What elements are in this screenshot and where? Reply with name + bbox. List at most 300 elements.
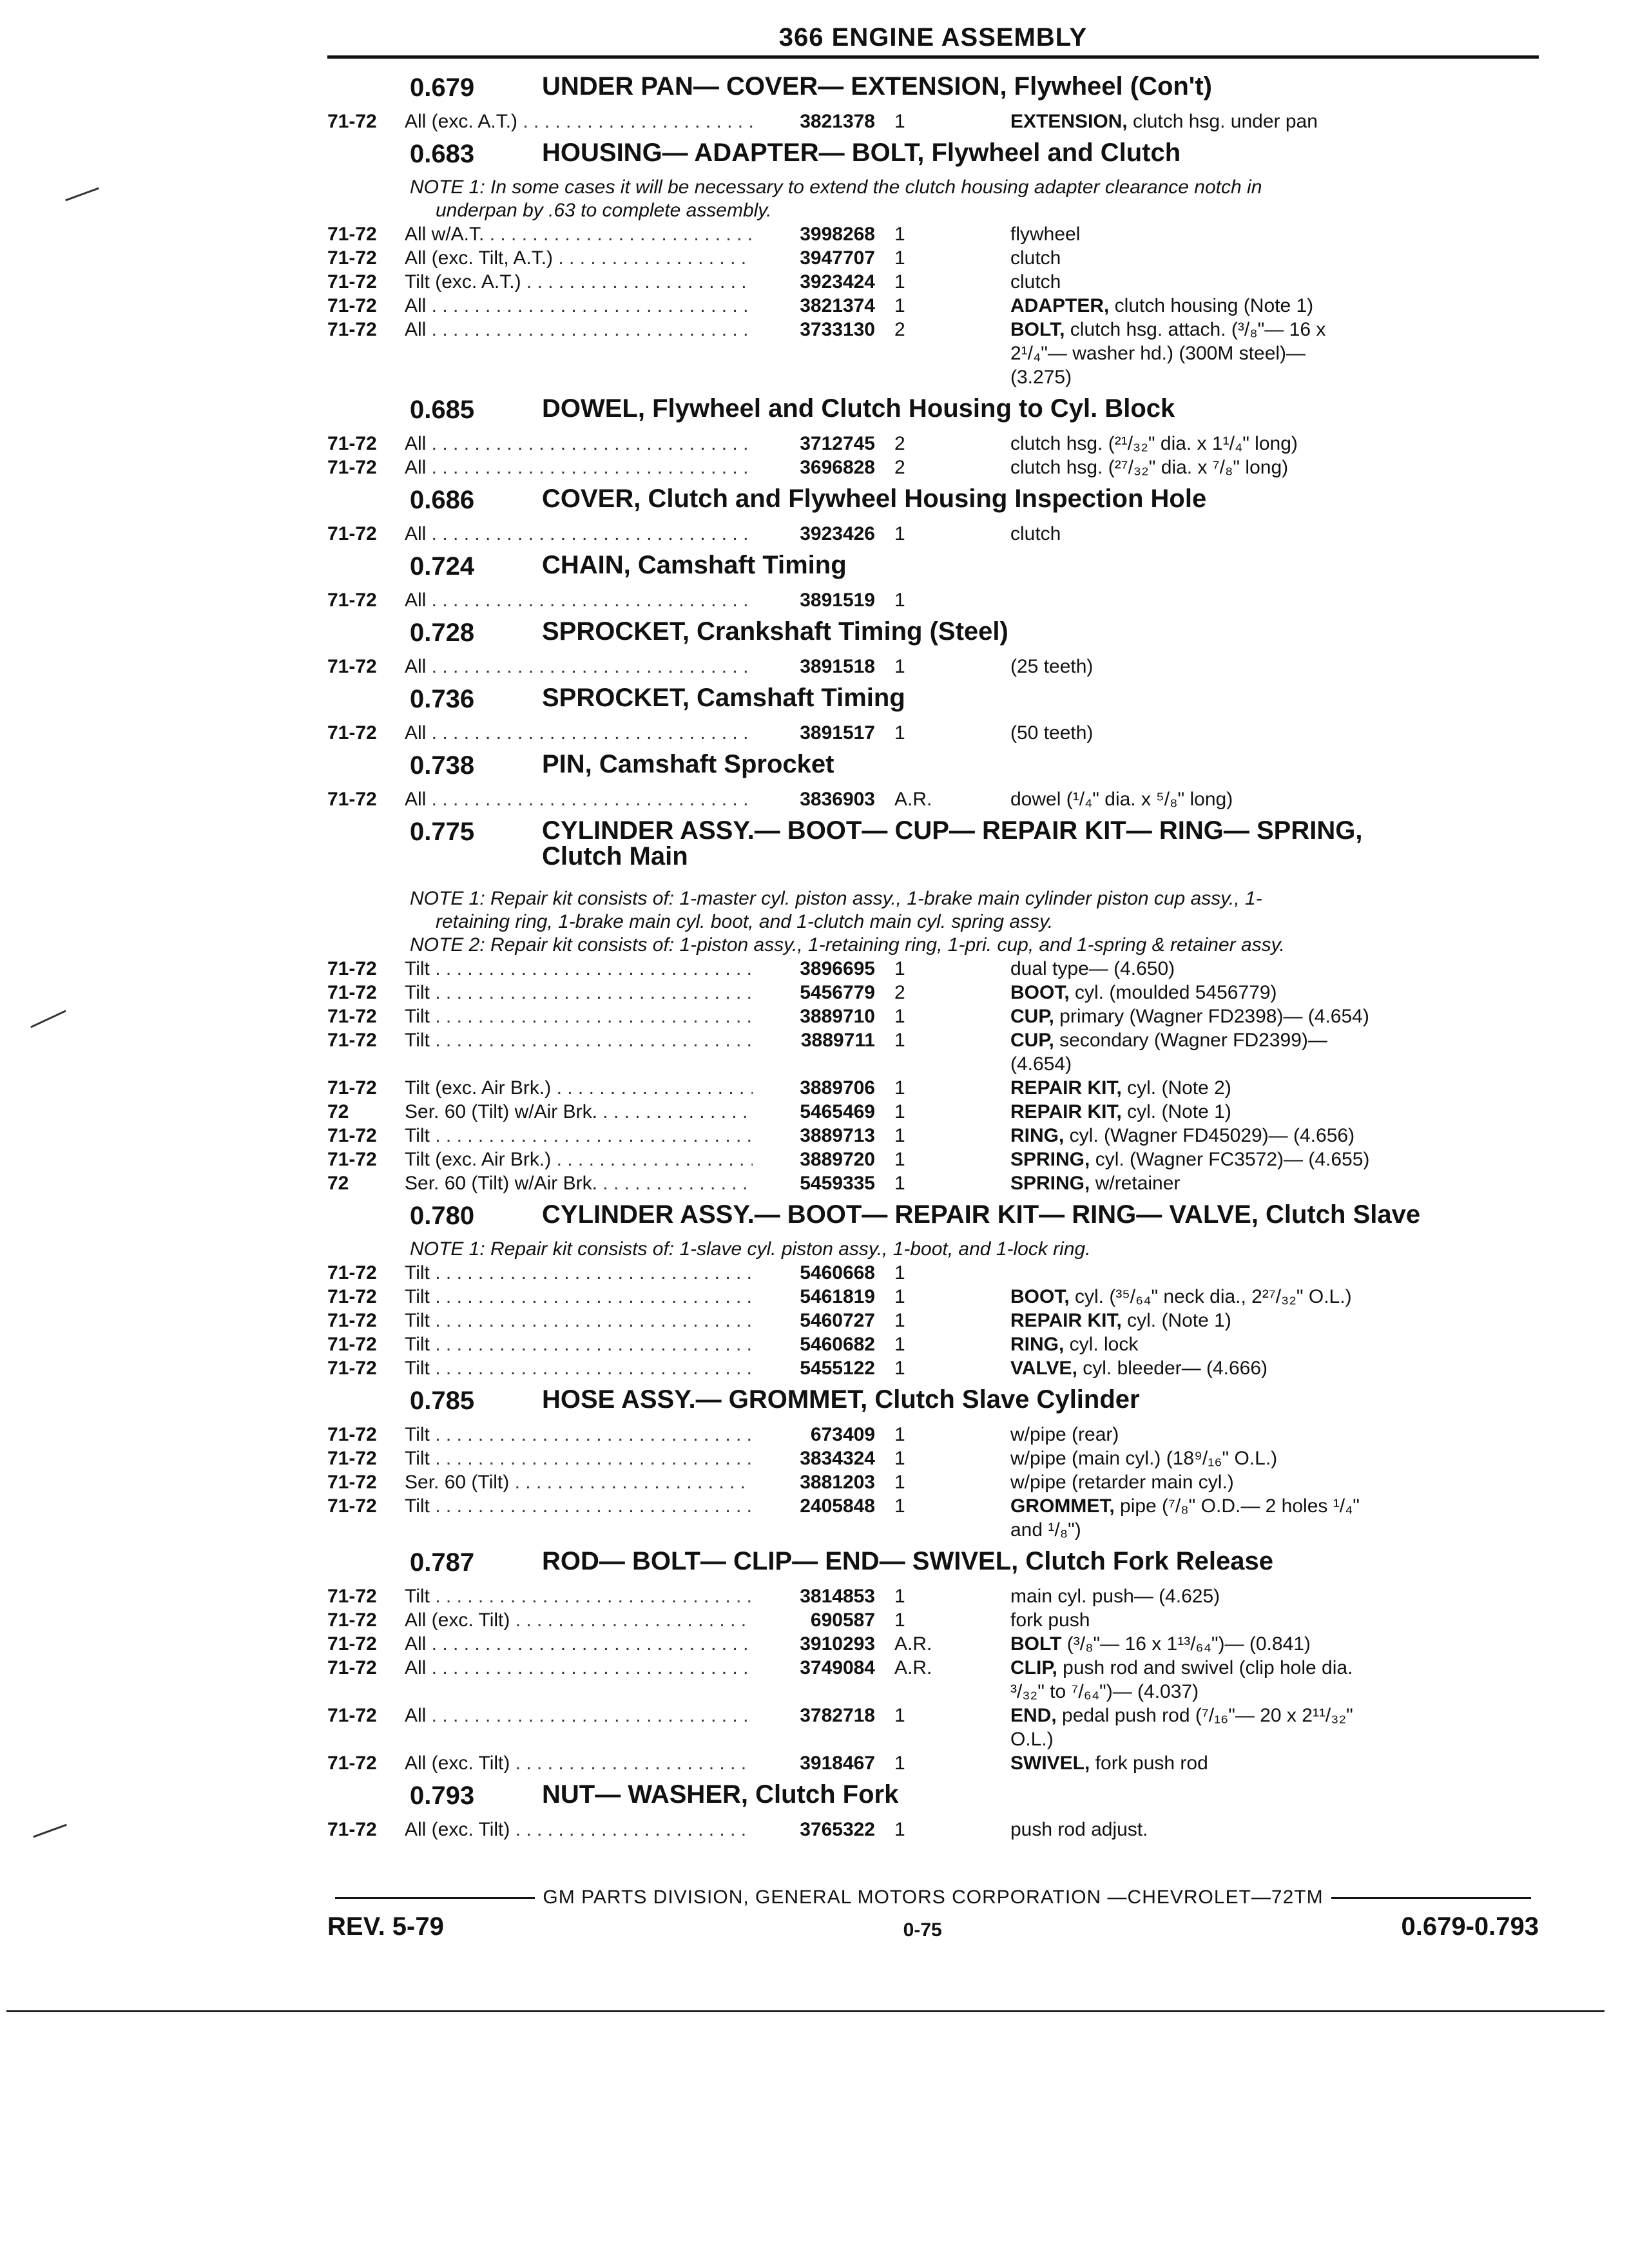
section-number: 0.679	[410, 73, 475, 102]
description-text: cyl. lock	[1064, 1334, 1139, 1355]
description-text: fork push	[1010, 1610, 1090, 1631]
table-row	[327, 432, 1539, 456]
quantity: 1	[894, 1286, 905, 1307]
model-application: Ser. 60 (Tilt) w/Air Brk. . . .	[405, 1100, 753, 1124]
part-description	[1010, 1261, 1474, 1285]
section-heading	[327, 1542, 1539, 1584]
part-number: 5460727	[800, 1310, 875, 1331]
table-row	[327, 1285, 1539, 1309]
footer-rule-left	[335, 1897, 535, 1899]
table-row	[327, 246, 1539, 270]
model-year: 71-72	[327, 590, 377, 611]
description-text: pedal push rod (⁷/₁₆"— 20 x 2¹¹/₃₂" O.L.)	[1010, 1705, 1353, 1750]
quantity: 1	[894, 1334, 905, 1355]
table-row	[327, 1608, 1539, 1632]
description-keyword: CUP,	[1010, 1006, 1054, 1027]
model-application: All (exc. Tilt) . . .	[405, 1608, 753, 1632]
description-text: primary (Wagner FD2398)— (4.654)	[1054, 1006, 1369, 1027]
note-line: NOTE 1: In some cases it will be necessary to extend the clutch housing adapter clearance notch in	[410, 177, 1262, 198]
model-year: 71-72	[327, 247, 377, 269]
quantity: 1	[894, 656, 905, 677]
model-year: 71-72	[327, 1633, 377, 1655]
model-application: All . . .	[405, 318, 753, 389]
section-heading	[327, 479, 1539, 522]
model-application: All . . .	[405, 432, 753, 456]
section-title: NUT— WASHER, Clutch Fork	[542, 1780, 899, 1809]
model-year: 71-72	[327, 1657, 377, 1678]
parts-section	[327, 67, 1539, 133]
part-description	[1010, 294, 1474, 318]
section-heading	[327, 389, 1539, 432]
model-application: Tilt (exc. Air Brk.) . . .	[405, 1148, 753, 1171]
section-title: HOUSING— ADAPTER— BOLT, Flywheel and Clutch	[542, 139, 1181, 167]
section-title: PIN, Camshaft Sprocket	[542, 750, 834, 778]
model-year: 71-72	[327, 1286, 377, 1307]
table-row	[327, 957, 1539, 981]
model-application: All (exc. Tilt, A.T.) . . .	[405, 246, 753, 270]
model-year: 71-72	[327, 1149, 377, 1170]
table-row	[327, 1656, 1539, 1704]
section-title: CHAIN, Camshaft Timing	[542, 551, 847, 579]
section-title: ROD— BOLT— CLIP— END— SWIVEL, Clutch Fork Release	[542, 1547, 1273, 1575]
model-application: All . . .	[405, 1704, 753, 1751]
quantity: A.R.	[894, 789, 932, 810]
model-application: Tilt . . .	[405, 1584, 753, 1608]
description-text: cyl. (Note 1)	[1121, 1310, 1231, 1331]
parts-section	[327, 612, 1539, 678]
quantity: 1	[894, 1006, 905, 1027]
model-application: All . . .	[405, 1632, 753, 1656]
model-application: All . . .	[405, 1656, 753, 1704]
part-number: 5455122	[800, 1358, 875, 1379]
model-year: 71-72	[327, 1030, 377, 1051]
part-number: 5460682	[800, 1334, 875, 1355]
part-description	[1010, 1076, 1474, 1100]
quantity: 1	[894, 1262, 905, 1283]
model-application: All . . .	[405, 787, 753, 811]
description-keyword: SPRING,	[1010, 1149, 1090, 1170]
part-description	[1010, 456, 1474, 479]
model-application: Tilt . . .	[405, 1446, 753, 1470]
section-heading	[327, 1380, 1539, 1423]
part-number: 3889720	[800, 1149, 875, 1170]
part-description	[1010, 1028, 1474, 1076]
section-number: 0.736	[410, 685, 475, 713]
quantity: 1	[894, 1030, 905, 1051]
model-year: 71-72	[327, 1077, 377, 1099]
table-row	[327, 1148, 1539, 1171]
table-row	[327, 110, 1539, 133]
parts-section	[327, 546, 1539, 612]
model-application: All . . .	[405, 588, 753, 612]
part-description	[1010, 432, 1474, 456]
section-number: 0.685	[410, 396, 475, 424]
part-description	[1010, 1356, 1474, 1380]
scan-mark	[65, 187, 99, 202]
part-description	[1010, 1818, 1474, 1841]
model-application: Tilt (exc. Air Brk.) . . .	[405, 1076, 753, 1100]
part-description	[1010, 655, 1474, 678]
parts-section	[327, 1542, 1539, 1775]
part-description	[1010, 1148, 1474, 1171]
table-row	[327, 1704, 1539, 1751]
table-row	[327, 655, 1539, 678]
quantity: 1	[894, 1705, 905, 1726]
model-year: 71-72	[327, 433, 377, 454]
table-row	[327, 1751, 1539, 1775]
model-year: 71-72	[327, 1125, 377, 1146]
part-number: 673409	[810, 1424, 875, 1445]
model-year: 71-72	[327, 271, 377, 293]
part-description	[1010, 1285, 1474, 1309]
table-row	[327, 1171, 1539, 1195]
section-title: SPROCKET, Crankshaft Timing (Steel)	[542, 617, 1008, 646]
model-application: Ser. 60 (Tilt) . . .	[405, 1470, 753, 1494]
section-number: 0.780	[410, 1202, 475, 1230]
part-description	[1010, 1309, 1474, 1332]
part-number: 3696828	[800, 457, 875, 478]
part-number: 3896695	[800, 958, 875, 979]
description-keyword: BOLT	[1010, 1633, 1062, 1655]
part-number: 3821374	[800, 295, 875, 316]
section-note	[327, 176, 1505, 222]
table-row	[327, 294, 1539, 318]
page-number: 0-75	[903, 1919, 942, 1941]
model-year: 71-72	[327, 1819, 377, 1840]
note-line: NOTE 1: Repair kit consists of: 1-master cyl. piston assy., 1-brake main cylinder piston cup assy., 1-	[410, 888, 1262, 909]
description-text: clutch	[1010, 271, 1061, 293]
parts-section	[327, 678, 1539, 745]
section-title: UNDER PAN— COVER— EXTENSION, Flywheel (Con't)	[542, 72, 1212, 101]
quantity: 2	[894, 433, 905, 454]
model-application: Tilt . . .	[405, 1285, 753, 1309]
description-text: cyl. (Note 2)	[1121, 1077, 1231, 1099]
note-line: underpan by .63 to complete assembly.	[436, 200, 772, 221]
description-text: cyl. (moulded 5456779)	[1069, 982, 1277, 1003]
description-keyword: VALVE,	[1010, 1358, 1077, 1379]
description-text: (50 teeth)	[1010, 722, 1094, 744]
description-keyword: BOOT,	[1010, 982, 1070, 1003]
section-title: HOSE ASSY.— GROMMET, Clutch Slave Cylinder	[542, 1385, 1140, 1414]
description-text: cyl. (Wagner FC3572)— (4.655)	[1090, 1149, 1370, 1170]
table-row	[327, 1261, 1539, 1285]
description-text: clutch	[1010, 523, 1061, 544]
part-description	[1010, 1584, 1474, 1608]
model-application: Tilt (exc. A.T.) . . .	[405, 270, 753, 294]
quantity: 1	[894, 111, 905, 132]
description-keyword: RING,	[1010, 1334, 1065, 1355]
part-description	[1010, 110, 1474, 133]
description-text: clutch housing (Note 1)	[1109, 295, 1314, 316]
model-application: Tilt . . .	[405, 1261, 753, 1285]
part-description	[1010, 1171, 1474, 1195]
description-text: (³/₈"— 16 x 1¹³/₆₄")— (0.841)	[1061, 1633, 1311, 1655]
part-number: 3891519	[800, 590, 875, 611]
description-keyword: SPRING,	[1010, 1173, 1090, 1194]
table-row	[327, 721, 1539, 745]
description-text: clutch hsg. attach. (³/₈"— 16 x 2¹/₄"— washer hd.) (300M steel)— (3.275)	[1010, 319, 1326, 388]
footer-division: GM PARTS DIVISION, GENERAL MOTORS CORPORATION —CHEVROLET—72TM	[543, 1887, 1324, 1908]
section-title: DOWEL, Flywheel and Clutch Housing to Cyl. Block	[542, 394, 1175, 423]
section-number: 0.686	[410, 486, 475, 514]
table-row	[327, 222, 1539, 246]
section-title: COVER, Clutch and Flywheel Housing Inspection Hole	[542, 485, 1207, 513]
quantity: 1	[894, 271, 905, 293]
section-range: 0.679-0.793	[1401, 1912, 1539, 1941]
model-year: 71-72	[327, 958, 377, 979]
part-number: 3889710	[800, 1006, 875, 1027]
description-keyword: END,	[1010, 1705, 1057, 1726]
part-description	[1010, 721, 1474, 745]
section-heading	[327, 678, 1539, 721]
model-application: All (exc. Tilt) . . .	[405, 1751, 753, 1775]
part-description	[1010, 270, 1474, 294]
description-keyword: BOLT,	[1010, 319, 1065, 340]
section-number: 0.728	[410, 619, 475, 647]
description-keyword: BOOT,	[1010, 1286, 1070, 1307]
quantity: 2	[894, 319, 905, 340]
section-note	[327, 1238, 1505, 1261]
part-description	[1010, 246, 1474, 270]
table-row	[327, 1332, 1539, 1356]
table-row	[327, 1470, 1539, 1494]
quantity: 2	[894, 457, 905, 478]
quantity: 1	[894, 247, 905, 269]
table-row	[327, 1584, 1539, 1608]
note-line: retaining ring, 1-brake main cyl. boot, and 1-clutch main cyl. spring assy.	[436, 911, 1054, 932]
part-number: 5460668	[800, 1262, 875, 1283]
part-description	[1010, 1446, 1474, 1470]
part-description	[1010, 1751, 1474, 1775]
model-application: Tilt . . .	[405, 1494, 753, 1542]
section-number: 0.793	[410, 1782, 475, 1810]
part-number: 3889706	[800, 1077, 875, 1099]
part-number: 3910293	[800, 1633, 875, 1655]
description-text: dual type— (4.650)	[1010, 958, 1175, 979]
quantity: 1	[894, 1125, 905, 1146]
model-year: 71-72	[327, 1753, 377, 1774]
model-application: Tilt . . .	[405, 1423, 753, 1446]
model-application: Tilt . . .	[405, 1028, 753, 1076]
part-number: 2405848	[800, 1495, 875, 1517]
quantity: A.R.	[894, 1633, 932, 1655]
part-number: 3782718	[800, 1705, 875, 1726]
part-description	[1010, 1100, 1474, 1124]
quantity: 1	[894, 1753, 905, 1774]
description-keyword: ADAPTER,	[1010, 295, 1110, 316]
description-text: push rod and swivel (clip hole dia. ³/₃₂" to ⁷/₆₄")— (4.037)	[1010, 1657, 1353, 1702]
revision-label: REV. 5-79	[327, 1912, 444, 1941]
description-text: clutch hsg. (²⁷/₃₂" dia. x ⁷/₈" long)	[1010, 457, 1289, 478]
section-number: 0.683	[410, 140, 475, 168]
quantity: 1	[894, 295, 905, 316]
part-description	[1010, 1004, 1474, 1028]
quantity: 1	[894, 1424, 905, 1445]
description-text: w/pipe (rear)	[1010, 1424, 1119, 1445]
page-title: 366 ENGINE ASSEMBLY	[778, 23, 1088, 52]
model-application: All . . .	[405, 522, 753, 546]
part-number: 3881203	[800, 1472, 875, 1493]
section-heading	[327, 745, 1539, 787]
section-title: CYLINDER ASSY.— BOOT— CUP— REPAIR KIT— RING— SPRING, Clutch Main	[542, 816, 1363, 870]
footer-division-line	[327, 1887, 1539, 1908]
part-number: 3889713	[800, 1125, 875, 1146]
description-keyword: REPAIR KIT,	[1010, 1077, 1122, 1099]
table-row	[327, 1494, 1539, 1542]
part-description	[1010, 1332, 1474, 1356]
section-heading	[327, 546, 1539, 588]
table-row	[327, 787, 1539, 811]
part-description	[1010, 787, 1474, 811]
part-description	[1010, 1656, 1474, 1704]
section-number: 0.785	[410, 1387, 475, 1415]
model-application: Tilt . . .	[405, 1332, 753, 1356]
part-number: 5459335	[800, 1173, 875, 1194]
part-description	[1010, 981, 1474, 1004]
part-number: 5465469	[800, 1101, 875, 1122]
table-row	[327, 588, 1539, 612]
parts-section	[327, 479, 1539, 546]
parts-section	[327, 1195, 1539, 1380]
header-rule	[327, 55, 1539, 59]
model-application: All . . .	[405, 456, 753, 479]
parts-section	[327, 1380, 1539, 1542]
part-number: 3923424	[800, 271, 875, 293]
quantity: 1	[894, 1448, 905, 1469]
section-heading	[327, 1195, 1539, 1238]
parts-section	[327, 811, 1539, 1195]
model-year: 71-72	[327, 1448, 377, 1469]
description-text: cyl. (³⁵/₆₄" neck dia., 2²⁷/₃₂" O.L.)	[1069, 1286, 1352, 1307]
section-number: 0.738	[410, 751, 475, 780]
part-number: 5461819	[800, 1286, 875, 1307]
table-row	[327, 1004, 1539, 1028]
description-text: fork push rod	[1090, 1753, 1208, 1774]
part-number: 3891517	[800, 722, 875, 744]
model-year: 71-72	[327, 1472, 377, 1493]
part-number: 3749084	[800, 1657, 875, 1678]
model-application: Tilt . . .	[405, 1309, 753, 1332]
model-year: 71-72	[327, 1424, 377, 1445]
part-description	[1010, 318, 1474, 389]
quantity: A.R.	[894, 1657, 932, 1678]
model-year: 72	[327, 1101, 349, 1122]
footer-bottom	[327, 1912, 1539, 1941]
part-number: 3814853	[800, 1586, 875, 1607]
parts-section	[327, 389, 1539, 479]
description-text: dowel (¹/₄" dia. x ⁵/₈" long)	[1010, 789, 1233, 810]
part-number: 3947707	[800, 247, 875, 269]
table-row	[327, 981, 1539, 1004]
table-row	[327, 1423, 1539, 1446]
description-keyword: SWIVEL,	[1010, 1753, 1090, 1774]
part-description	[1010, 588, 1474, 612]
model-application: All w/A.T. . . .	[405, 222, 753, 246]
part-number: 3923426	[800, 523, 875, 544]
model-application: All . . .	[405, 294, 753, 318]
model-application: All (exc. A.T.) . . .	[405, 110, 753, 133]
description-text: main cyl. push— (4.625)	[1010, 1586, 1220, 1607]
description-text: clutch	[1010, 247, 1061, 269]
table-row	[327, 1100, 1539, 1124]
note-line: NOTE 2: Repair kit consists of: 1-piston assy., 1-retaining ring, 1-pri. cup, and 1-spring & retainer assy.	[410, 934, 1285, 956]
scan-mark	[30, 1010, 66, 1028]
part-number: 3918467	[800, 1753, 875, 1774]
model-application: Tilt . . .	[405, 1004, 753, 1028]
description-keyword: RING,	[1010, 1125, 1065, 1146]
part-number: 3998268	[800, 224, 875, 245]
model-application: All . . .	[405, 655, 753, 678]
description-text: cyl. (Wagner FD45029)— (4.656)	[1064, 1125, 1355, 1146]
description-text: push rod adjust.	[1010, 1819, 1148, 1840]
quantity: 1	[894, 1101, 905, 1122]
note-line: NOTE 1: Repair kit consists of: 1-slave cyl. piston assy., 1-boot, and 1-lock ring.	[410, 1238, 1091, 1260]
table-row	[327, 1446, 1539, 1470]
quantity: 1	[894, 590, 905, 611]
model-year: 71-72	[327, 319, 377, 340]
model-application: Ser. 60 (Tilt) w/Air Brk. . . .	[405, 1171, 753, 1195]
part-number: 3765322	[800, 1819, 875, 1840]
model-year: 71-72	[327, 1586, 377, 1607]
description-text: clutch hsg. under pan	[1127, 111, 1318, 132]
quantity: 2	[894, 982, 905, 1003]
model-year: 71-72	[327, 1262, 377, 1283]
part-number: 3821378	[800, 111, 875, 132]
page-footer	[327, 1887, 1539, 1941]
quantity: 1	[894, 1173, 905, 1194]
description-keyword: CLIP,	[1010, 1657, 1057, 1678]
table-row	[327, 1076, 1539, 1100]
description-text: clutch hsg. (²¹/₃₂" dia. x 1¹/₄" long)	[1010, 433, 1298, 454]
part-number: 3836903	[800, 789, 875, 810]
footer-rule-right	[1331, 1897, 1531, 1899]
table-row	[327, 1124, 1539, 1148]
model-application: Tilt . . .	[405, 981, 753, 1004]
model-year: 71-72	[327, 1358, 377, 1379]
model-year: 71-72	[327, 523, 377, 544]
description-text: (25 teeth)	[1010, 656, 1094, 677]
description-keyword: REPAIR KIT,	[1010, 1101, 1122, 1122]
section-heading	[327, 67, 1539, 110]
description-text: w/pipe (retarder main cyl.)	[1010, 1472, 1234, 1493]
table-row	[327, 522, 1539, 546]
part-description	[1010, 1632, 1474, 1656]
model-year: 71-72	[327, 1310, 377, 1331]
quantity: 1	[894, 1610, 905, 1631]
part-description	[1010, 1470, 1474, 1494]
description-text: cyl. bleeder— (4.666)	[1077, 1358, 1268, 1379]
model-application: All (exc. Tilt) . . .	[405, 1818, 753, 1841]
quantity: 1	[894, 224, 905, 245]
parts-section	[327, 133, 1539, 389]
section-title: CYLINDER ASSY.— BOOT— REPAIR KIT— RING— VALVE, Clutch Slave	[542, 1200, 1421, 1229]
part-number: 3733130	[800, 319, 875, 340]
part-description	[1010, 1124, 1474, 1148]
part-number: 3712745	[800, 433, 875, 454]
table-row	[327, 456, 1539, 479]
table-row	[327, 1356, 1539, 1380]
description-text: w/pipe (main cyl.) (18⁹/₁₆" O.L.)	[1010, 1448, 1278, 1469]
model-year: 71-72	[327, 295, 377, 316]
model-application: Tilt . . .	[405, 1356, 753, 1380]
section-heading	[327, 133, 1539, 176]
part-description	[1010, 222, 1474, 246]
table-row	[327, 1818, 1539, 1841]
description-text: pipe (⁷/₈" O.D.— 2 holes ¹/₄" and ¹/₈")	[1010, 1495, 1360, 1541]
model-year: 71-72	[327, 1610, 377, 1631]
section-note	[327, 934, 1505, 957]
model-year: 71-72	[327, 656, 377, 677]
